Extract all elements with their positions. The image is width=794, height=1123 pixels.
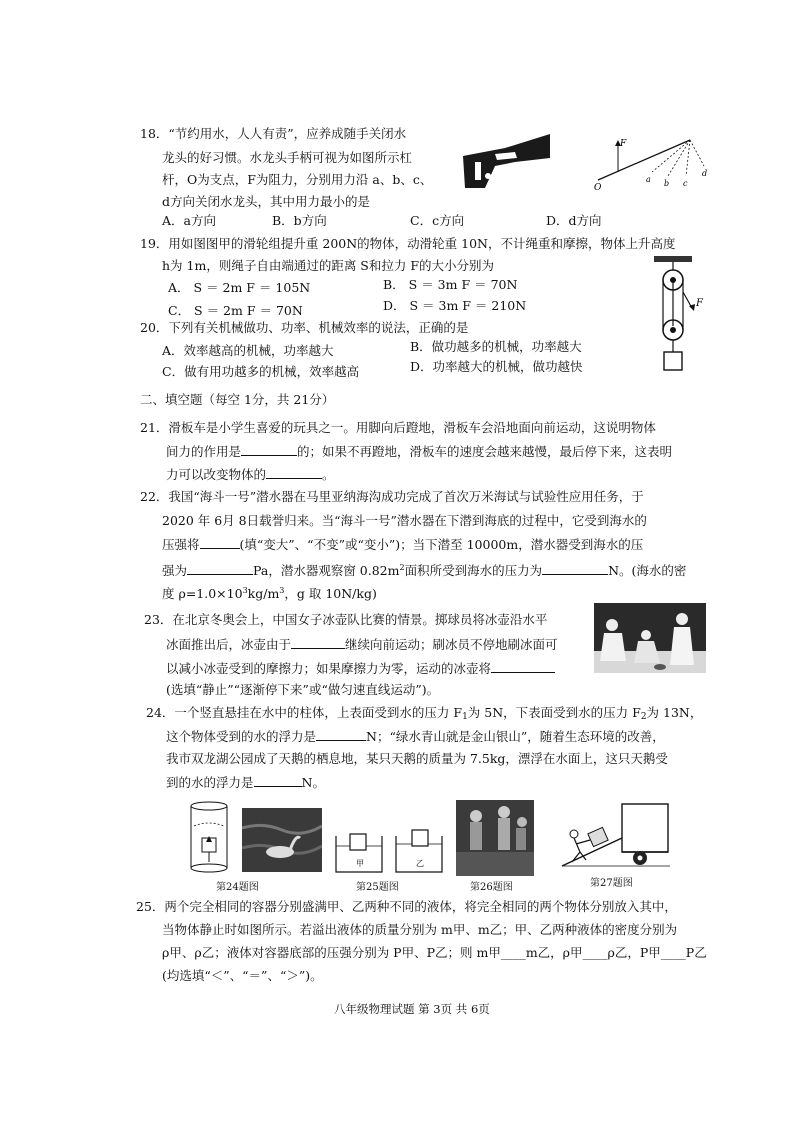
q22-line4 xyxy=(162,560,686,579)
q23-blank-2[interactable] xyxy=(491,660,555,673)
q21-text: 的；如果不再蹬地，滑板车的速度会越来越慢，最后停下来，这表明 xyxy=(297,444,673,459)
lever-label-o: O xyxy=(594,183,602,192)
q25-line1: 25．两个完全相同的容器分别盛满甲、乙两种不同的液体，将完全相同的两个物体分别放入其中， xyxy=(136,899,677,914)
fig27-caption: 第27题图 xyxy=(590,878,633,889)
fig25-caption: 第25题图 xyxy=(356,882,399,893)
fig24-caption: 第24题图 xyxy=(216,882,259,893)
q22-superscript: 3 xyxy=(242,586,248,595)
q24-blank-2[interactable] xyxy=(254,774,302,787)
q22-superscript: 3 xyxy=(279,586,285,595)
q19-option-a: A． S ＝ 2m F ＝ 105N xyxy=(168,280,311,295)
q21-text: 。 xyxy=(322,467,335,482)
lever-diagram xyxy=(590,132,710,192)
fig24-container-drawing xyxy=(186,800,232,876)
q22-text: 压强将 xyxy=(162,537,200,552)
q25-line4: (均选填“＜”、“＝”、“＞”)。 xyxy=(162,968,323,983)
q23-blank-1[interactable] xyxy=(291,636,345,649)
q24-text: N；“绿水青山就是金山银山”，随着生态环境的改善， xyxy=(366,729,665,744)
q22-superscript: 2 xyxy=(399,563,405,572)
q22-line5 xyxy=(162,583,377,602)
q23-text: 冰面推出后，冰壶由于 xyxy=(166,637,292,652)
q21-blank-2[interactable] xyxy=(266,466,322,479)
q24-line3: 我市双龙湖公园成了天鹅的栖息地，某只天鹅的质量为 7.5kg，漂浮在水面上，这只天鹅受 xyxy=(166,751,668,766)
q20-line1: 20．下列有关机械做功、功率、机械效率的说法，正确的是 xyxy=(140,320,469,335)
q22-text: 面积所受到海水的压力为 xyxy=(404,563,543,578)
pulley-label-f: F xyxy=(696,298,703,309)
q22-text: 强为 xyxy=(162,563,188,578)
lever-label-f: F xyxy=(620,139,627,149)
q24-line4 xyxy=(166,774,325,791)
q22-blank-2[interactable] xyxy=(187,562,253,575)
q21-line3 xyxy=(166,466,335,483)
fig25-label-jia: 甲 xyxy=(356,859,364,868)
q21-text: 间力的作用是 xyxy=(166,444,242,459)
q21-line2 xyxy=(166,443,672,460)
q25-line3: ρ甲、ρ乙；液体对容器底部的压强分别为 P甲、P乙；则 m甲____m乙，ρ甲____ρ乙，P甲____P乙 xyxy=(162,945,707,960)
q22-line2: 2020 年 6月 8日载誉归来。当“海斗一号”潜水器在下潜到海底的过程中，它受到海水的 xyxy=(162,513,647,528)
fig26-caption: 第26题图 xyxy=(470,882,513,893)
q24-text: 为 5N，下表面受到水的压力 F xyxy=(467,705,641,720)
q22-blank-3[interactable] xyxy=(542,562,608,575)
q22-text: kg/m xyxy=(247,586,280,601)
q19-option-c: C． S ＝ 2m F ＝ 70N xyxy=(168,303,303,318)
q20-option-d: D．功率越大的机械，做功越快 xyxy=(410,359,583,374)
q24-line1 xyxy=(146,705,702,725)
q18-line1: 18．“节约用水，人人有责”，应养成随手关闭水 xyxy=(140,126,407,141)
q24-subscript: 2 xyxy=(640,712,647,722)
lever-label-d: d xyxy=(702,169,708,178)
q24-text: 为 13N， xyxy=(646,705,703,720)
q23-line1: 23．在北京冬奥会上，中国女子冰壶队比赛的情景。掷球员将冰壶沿水平 xyxy=(144,612,548,627)
q24-line2 xyxy=(166,728,665,745)
lever-label-c: c xyxy=(683,179,688,188)
q18-option-b: B．b方向 xyxy=(272,213,327,228)
q21-text: 力可以改变物体的 xyxy=(166,467,267,482)
lever-label-a: a xyxy=(646,175,651,184)
q24-text: 24．一个竖直悬挂在水中的柱体，上表面受到水的压力 F xyxy=(146,705,463,720)
q22-text: 度 ρ=1.0×10 xyxy=(162,586,243,601)
q24-blank-1[interactable] xyxy=(316,728,366,741)
q22-text: (填“变大”、“不变”或“变小”)；当下潜至 10000m，潜水器受到海水的压 xyxy=(239,537,644,552)
q23-line3 xyxy=(166,660,555,677)
q19-line1: 19．用如图图甲的滑轮组提升重 200N的物体，动滑轮重 10N，不计绳重和摩擦，物体上升高度 xyxy=(140,236,676,251)
q19-option-b: B． S ＝ 3m F ＝ 70N xyxy=(383,277,518,292)
q22-line3 xyxy=(162,536,643,553)
q20-option-b: B．做功越多的机械，功率越大 xyxy=(410,339,582,354)
lever-label-b: b xyxy=(664,179,670,188)
q23-line4: (选填“静止”“逐渐停下来”或“做匀速直线运动”)。 xyxy=(166,682,440,697)
q24-text: 这个物体受到的水的浮力是 xyxy=(166,729,317,744)
fig26-photo xyxy=(456,800,534,876)
q19-option-d: D． S ＝ 3m F ＝ 210N xyxy=(383,298,527,313)
fig24-swan-photo xyxy=(242,808,322,872)
q22-text: Pa，潜水器观察窗 0.82m xyxy=(253,563,400,578)
q18-line2: 龙头的好习惯。水龙头手柄可视为如图所示杠 xyxy=(162,150,413,165)
pulley-diagram xyxy=(640,256,710,372)
q20-option-a: A．效率越高的机械，功率越大 xyxy=(162,343,334,358)
q22-blank-1[interactable] xyxy=(200,536,240,549)
fig25-label-yi: 乙 xyxy=(416,859,424,868)
curling-photo xyxy=(594,603,706,673)
q18-line3: 杆，O为支点，F为阻力，分别用力沿 a、b、c、 xyxy=(162,172,433,187)
q24-text: 到的水的浮力是 xyxy=(166,775,254,790)
q22-line1: 22．我国“海斗一号”潜水器在马里亚纳海沟成功完成了首次万米海试与试验性应用任务，于 xyxy=(140,489,644,504)
q21-line1: 21．滑板车是小学生喜爱的玩具之一。用脚向后蹬地，滑板车会沿地面向前运动，这说明物体 xyxy=(140,420,656,435)
q18-option-a: A．a方向 xyxy=(162,213,216,228)
q21-blank-1[interactable] xyxy=(241,443,297,456)
q24-subscript: 1 xyxy=(462,712,468,722)
q22-text: N。(海水的密 xyxy=(608,563,687,578)
q18-option-d: D．d方向 xyxy=(546,213,602,228)
q23-text: 以减小冰壶受到的摩擦力；如果摩擦力为零，运动的冰壶将 xyxy=(166,661,492,676)
q18-option-c: C．c方向 xyxy=(410,213,465,228)
q18-line4: d方向关闭水龙头，其中用力最小的是 xyxy=(162,194,371,209)
section-heading: 二、填空题（每空 1分，共 21分） xyxy=(140,392,335,407)
page-footer: 八年级物理试题 第 3页 共 6页 xyxy=(334,1002,490,1016)
q23-text: 继续向前运动；刷冰员不停地刷冰面可 xyxy=(345,637,558,652)
q19-line2: h为 1m，则绳子自由端通过的距离 S和拉力 F的大小分别为 xyxy=(162,258,495,273)
fig27-truck-ramp-drawing xyxy=(560,798,672,870)
q23-line2 xyxy=(166,636,558,653)
q22-text: ，g 取 10N/kg) xyxy=(284,586,377,601)
q25-line2: 当物体静止时如图所示。若溢出液体的质量分别为 m甲、m乙；甲、乙两种液体的密度分别为 xyxy=(162,922,678,937)
q24-text: N。 xyxy=(301,775,325,790)
q20-option-c: C．做有用功越多的机械，效率越高 xyxy=(162,364,360,379)
fig25-containers-drawing xyxy=(330,826,448,876)
faucet-photo xyxy=(455,128,555,192)
